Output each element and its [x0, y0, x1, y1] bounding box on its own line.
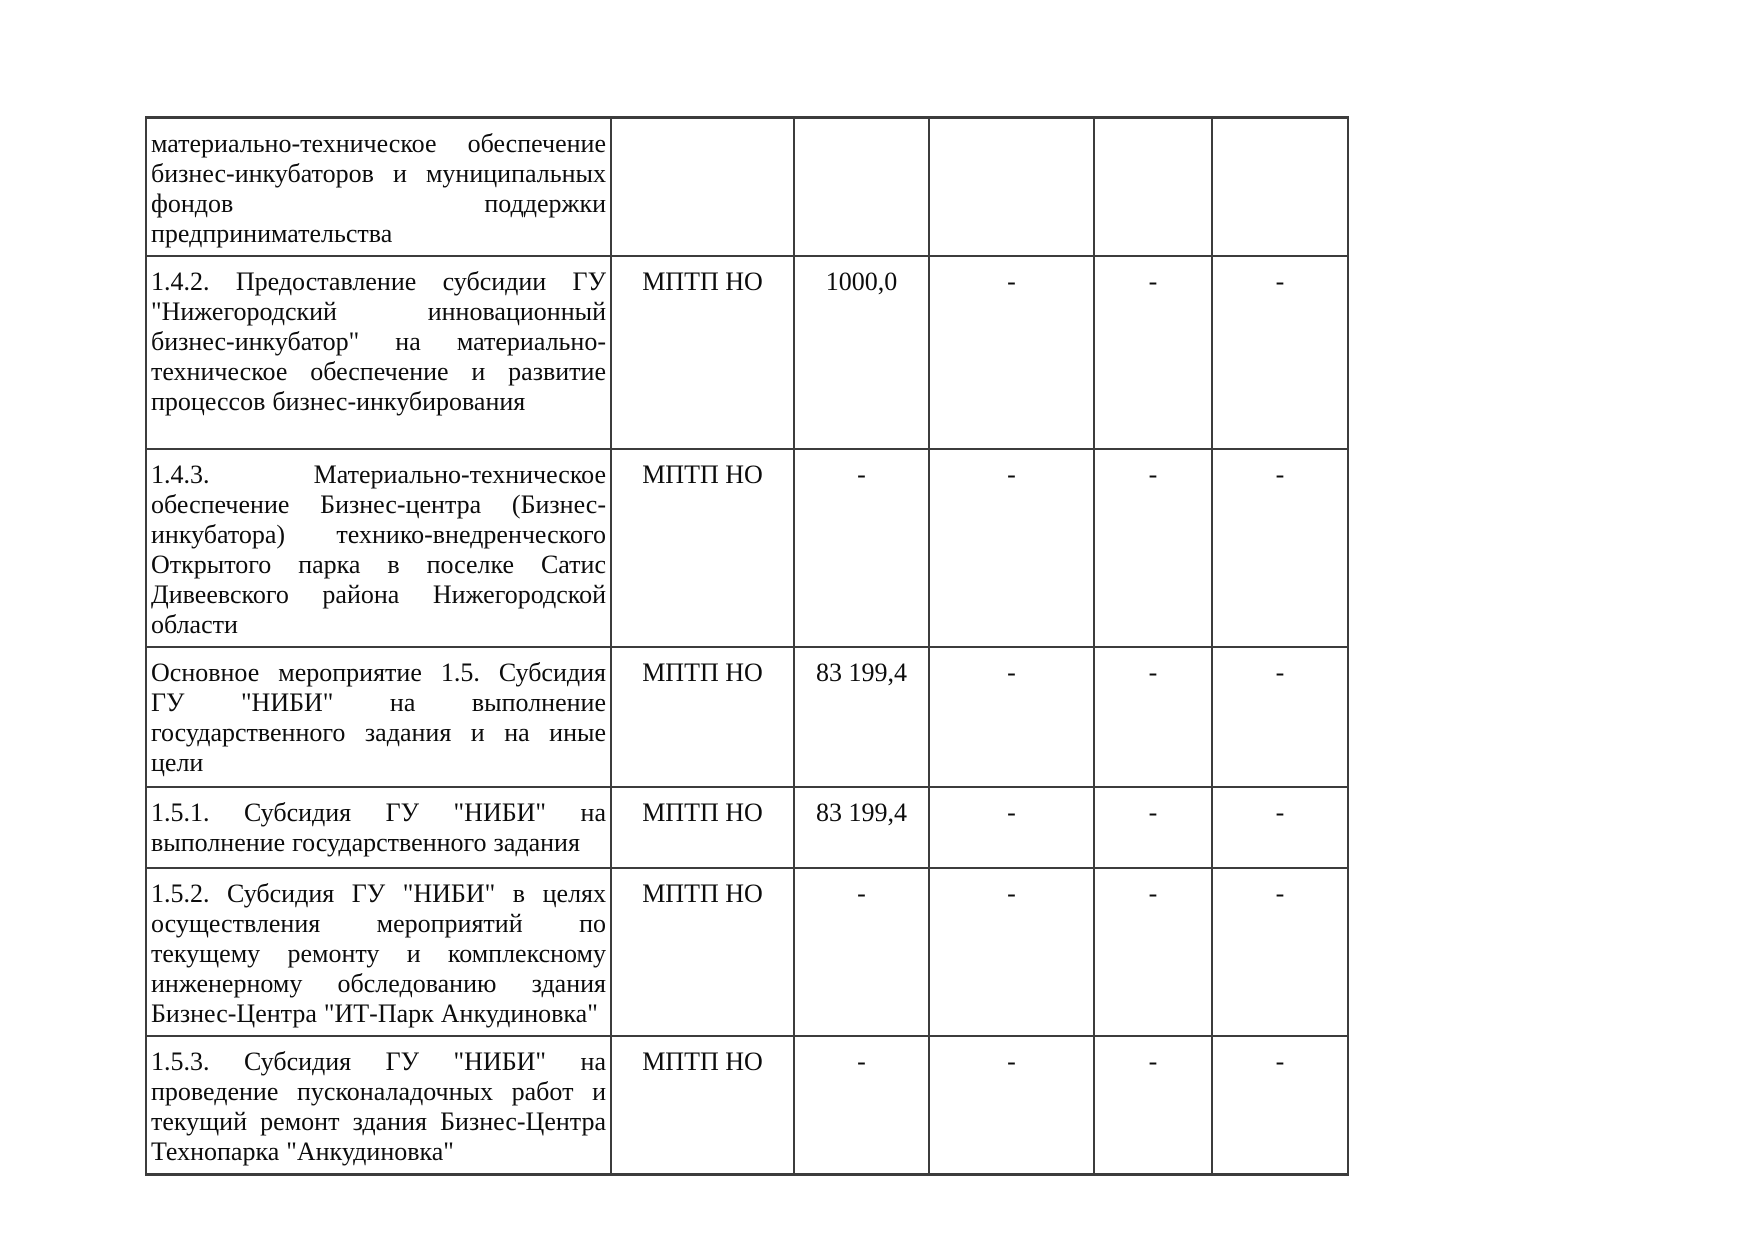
value-cell-1: - — [794, 868, 929, 1036]
value-cell-3 — [1094, 118, 1212, 257]
value-cell-2: - — [929, 647, 1094, 787]
table-row-1-4-3 — [146, 449, 1348, 647]
value-cell-4 — [1212, 118, 1348, 257]
table-row-1-5-1 — [146, 787, 1348, 868]
value-cell-4: - — [1212, 256, 1348, 449]
table-row-main-measure-1-5 — [146, 647, 1348, 787]
description-cell: 1.4.3. Материально-техническое обеспечение Бизнес-центра (Бизнес-инкубатора) технико-внедренческого Открытого парка в поселке Сатис Дивеевского района Нижегородской области — [146, 449, 611, 647]
value-cell-4: - — [1212, 787, 1348, 868]
value-cell-2: - — [929, 449, 1094, 647]
table-row-continuation — [146, 118, 1348, 257]
description-cell: 1.4.2. Предоставление субсидии ГУ "Нижегородский инновационный бизнес-инкубатор" на материально-техническое обеспечение и развитие процессов бизнес-инкубирования — [146, 256, 611, 449]
value-cell-2: - — [929, 868, 1094, 1036]
program-measures-table — [145, 116, 1349, 1176]
executor-cell: МПТП НО — [611, 256, 794, 449]
description-cell: 1.5.2. Субсидия ГУ "НИБИ" в целях осуществления мероприятий по текущему ремонту и комплексному инженерному обследованию здания Бизнес-Центра "ИТ-Парк Анкудиновка" — [146, 868, 611, 1036]
description-cell: Основное мероприятие 1.5. Субсидия ГУ "НИБИ" на выполнение государственного задания и на иные цели — [146, 647, 611, 787]
value-cell-2: - — [929, 787, 1094, 868]
value-cell-4: - — [1212, 647, 1348, 787]
executor-cell: МПТП НО — [611, 787, 794, 868]
value-cell-3: - — [1094, 868, 1212, 1036]
value-cell-1: - — [794, 1036, 929, 1175]
value-cell-1: 1000,0 — [794, 256, 929, 449]
value-cell-2: - — [929, 256, 1094, 449]
table-row-1-5-3 — [146, 1036, 1348, 1175]
value-cell-3: - — [1094, 647, 1212, 787]
executor-cell: МПТП НО — [611, 449, 794, 647]
value-cell-4: - — [1212, 1036, 1348, 1175]
value-cell-1: 83 199,4 — [794, 787, 929, 868]
value-cell-4: - — [1212, 868, 1348, 1036]
value-cell-3: - — [1094, 256, 1212, 449]
executor-cell: МПТП НО — [611, 1036, 794, 1175]
value-cell-3: - — [1094, 449, 1212, 647]
value-cell-1: 83 199,4 — [794, 647, 929, 787]
value-cell-1: - — [794, 449, 929, 647]
executor-cell: МПТП НО — [611, 868, 794, 1036]
value-cell-4: - — [1212, 449, 1348, 647]
table-row-1-5-2 — [146, 868, 1348, 1036]
value-cell-3: - — [1094, 1036, 1212, 1175]
description-cell: 1.5.3. Субсидия ГУ "НИБИ" на проведение пусконаладочных работ и текущий ремонт здания Бизнес-Центра Технопарка "Анкудиновка" — [146, 1036, 611, 1175]
executor-cell: МПТП НО — [611, 647, 794, 787]
value-cell-1 — [794, 118, 929, 257]
table-row-1-4-2 — [146, 256, 1348, 449]
description-cell: 1.5.1. Субсидия ГУ "НИБИ" на выполнение государственного задания — [146, 787, 611, 868]
value-cell-3: - — [1094, 787, 1212, 868]
description-cell: материально-техническое обеспечение бизнес-инкубаторов и муниципальных фондов поддержки предпринимательства — [146, 118, 611, 257]
value-cell-2 — [929, 118, 1094, 257]
executor-cell — [611, 118, 794, 257]
value-cell-2: - — [929, 1036, 1094, 1175]
